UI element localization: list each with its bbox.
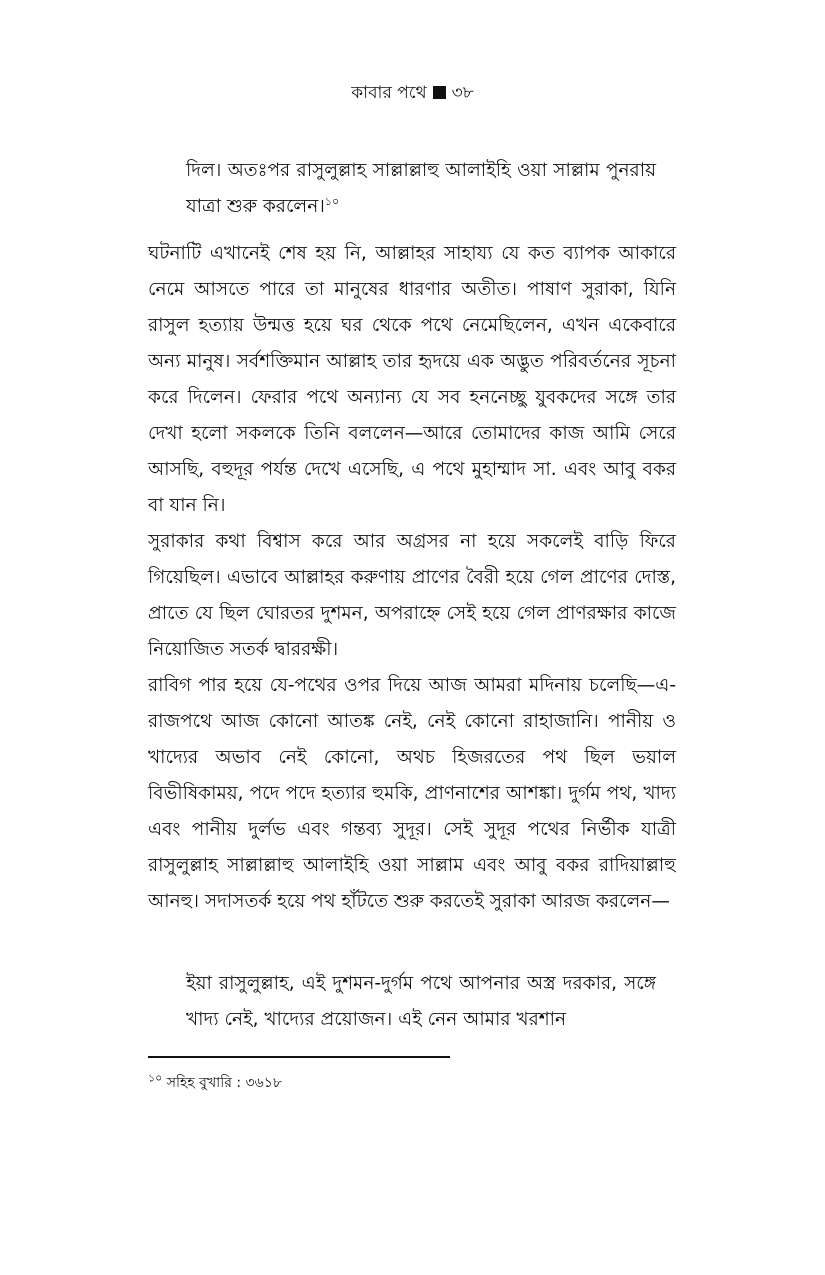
footnote	[148, 1073, 282, 1093]
page-number: ৩৮	[451, 83, 474, 103]
footnote-number: ১০	[148, 1071, 163, 1085]
running-header	[0, 82, 825, 104]
body-paragraph-4: রাবিগ পার হয়ে যে-পথের ওপর দিয়ে আজ আমরা মদিনায় চলেছি—এ-রাজপথে আজ কোনো আতঙ্ক নেই, নেই কোনো রাহাজানি। পানীয় ও খাদ্যের অভাব নেই কোনো, অথচ হিজরতের পথ ছিল ভয়াল বিভীষিকাময়, পদে পদে হত্যার হুমকি, প্রাণনাশের আশঙ্কা। দুর্গম পথ, খাদ্য এবং পানীয় দুর্লভ এবং গন্তব্য সুদূর। সেই সুদূর পথের নির্ভীক যাত্রী রাসুলুল্লাহ সাল্লাল্লাহু আলাইহি ওয়া সাল্লাম এবং আবু বকর রাদিয়াল্লাহু আনহু। সদাসতর্ক হয়ে পথ হাঁটতে শুরু করতেই সুরাকা আরজ করলেন—	[148, 675, 676, 912]
quote-paragraph-5: ইয়া রাসুলুল্লাহ, এই দুশমন-দুর্গম পথে আপনার অস্ত্র দরকার, সঙ্গে খাদ্য নেই, খাদ্যের প্রয়োজন। এই নেন আমার খরশান	[186, 973, 656, 1030]
square-separator-icon	[433, 86, 446, 99]
body-paragraph-3: সুরাকার কথা বিশ্বাস করে আর অগ্রসর না হয়ে সকলেই বাড়ি ফিরে গিয়েছিল। এভাবে আল্লাহর করুণায় প্রাণের বৈরী হয়ে গেল প্রাণের দোস্ত, প্রাতে যে ছিল ঘোরতর দুশমন, অপরাহ্নে সেই হয়ে গেল প্রাণরক্ষার কাজে নিয়োজিত সতর্ক দ্বাররক্ষী।	[148, 531, 676, 660]
body-paragraph-2: ঘটনাটি এখানেই শেষ হয় নি, আল্লাহর সাহায্য যে কত ব্যাপক আকারে নেমে আসতে পারে তা মানুষের ধারণার অতীত। পাষাণ সুরাকা, যিনি রাসুল হত্যায় উন্মত্ত হয়ে ঘর থেকে পথে নেমেছিলেন, এখন একেবারে অন্য মানুষ। সর্বশক্তিমান আল্লাহ তার হৃদয়ে এক অদ্ভুত পরিবর্তনের সূচনা করে দিলেন। ফেরার পথে অন্যান্য যে সব হননেচ্ছু যুবকদের সঙ্গে তার দেখা হলো সকলকে তিনি বললেন—আরে তোমাদের কাজ আমি সেরে আসছি, বহুদূর পর্যন্ত দেখে এসেছি, এ পথে মুহাম্মাদ সা. এবং আবু বকর বা যান নি।	[148, 243, 676, 516]
footnote-divider	[148, 1056, 450, 1058]
paragraph-text: দিল। অতঃপর রাসুলুল্লাহ সাল্লাল্লাহু আলাইহি ওয়া সাল্লাম পুনরায় যাত্রা শুরু করলেন।	[186, 160, 656, 217]
book-title: কাবার পথে	[351, 83, 427, 103]
footnote-reference: ১০	[324, 194, 340, 208]
quote-paragraph-1	[186, 153, 656, 225]
footnote-text: সহিহ বুখারি : ৩৬১৮	[166, 1075, 282, 1091]
